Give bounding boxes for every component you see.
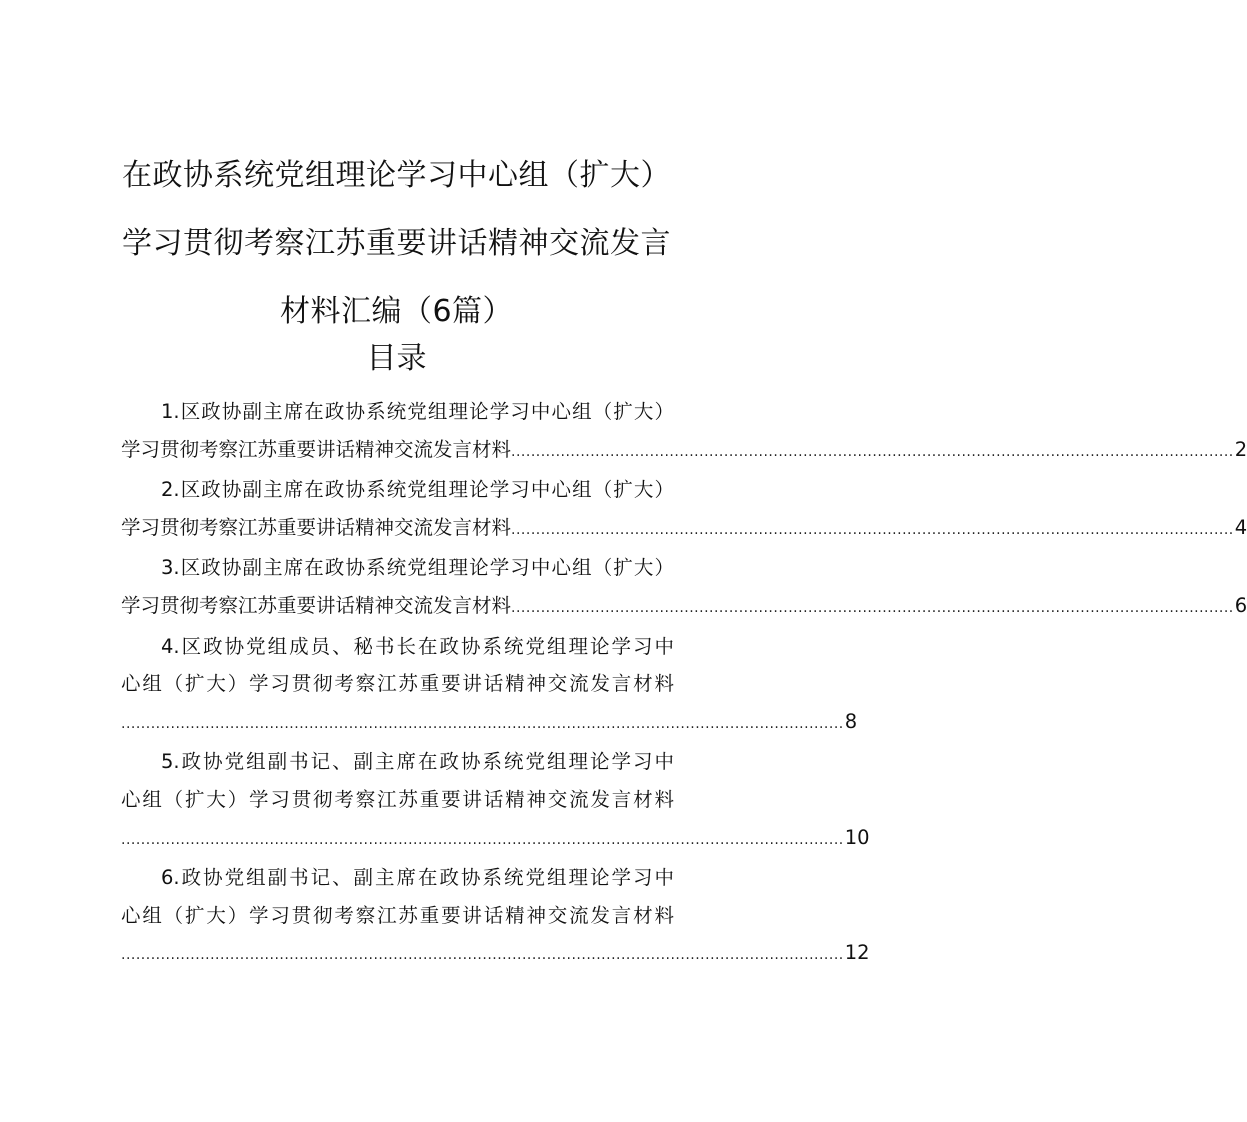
toc-entry-leader-line — [121, 431, 1247, 472]
toc-entry-title-line: 心组（扩大）学习贯彻考察江苏重要讲话精神交流发言材料 — [121, 672, 674, 696]
toc-entry[interactable] — [121, 628, 858, 744]
toc-entry-title-line: 6.政协党组副书记、副主席在政协系统党组理论学习中 — [161, 866, 674, 890]
toc-entry[interactable] — [121, 743, 870, 859]
toc-dot-leader: .................................................................................................................................................. — [121, 947, 844, 964]
toc-dot-leader: .................................................................................................................................................. — [511, 521, 1234, 538]
toc-entry-title-line: 1.区政协副主席在政协系统党组理论学习中心组（扩大） — [161, 400, 674, 423]
toc-entry-title-line: 心组（扩大）学习贯彻考察江苏重要讲话精神交流发言材料 — [121, 903, 674, 927]
toc-entry-leader-line — [121, 587, 1247, 628]
toc-dot-leader: .................................................................................................................................................. — [121, 831, 844, 848]
toc-entry-title-line: 学习贯彻考察江苏重要讲话精神交流发言材料 — [121, 515, 512, 539]
toc-entry[interactable] — [121, 471, 1247, 549]
toc-entry[interactable] — [121, 549, 1247, 627]
toc-page-number: 6 — [1234, 593, 1247, 617]
document-title: 在政协系统党组理论学习中心组（扩大）学习贯彻考察江苏重要讲话精神交流发言材料汇编（6篇） — [122, 158, 671, 329]
toc-entry-title-line: 3.区政协副主席在政协系统党组理论学习中心组（扩大） — [161, 556, 674, 580]
toc-dot-leader: .................................................................................................................................................. — [121, 715, 844, 732]
toc-page-number: 2 — [1234, 437, 1247, 461]
toc-entry-leader-line — [121, 819, 870, 860]
toc-page-number: 8 — [844, 709, 858, 733]
toc-entry[interactable] — [121, 393, 1247, 471]
toc-dot-leader: .................................................................................................................................................. — [511, 599, 1234, 616]
toc-page-number: 4 — [1234, 515, 1247, 539]
toc-entry-title-line: 学习贯彻考察江苏重要讲话精神交流发言材料 — [121, 593, 512, 617]
toc-entry-leader-line — [121, 934, 870, 975]
toc-entry-title-line: 学习贯彻考察江苏重要讲话精神交流发言材料 — [121, 437, 512, 461]
toc-entry-title-line: 2.区政协副主席在政协系统党组理论学习中心组（扩大） — [161, 478, 674, 502]
toc-heading: 目录 — [366, 341, 427, 376]
toc-entry-leader-line — [121, 509, 1247, 550]
toc-page-number: 12 — [844, 941, 870, 965]
toc-entry-title-line: 4.区政协党组成员、秘书长在政协系统党组理论学习中 — [161, 634, 674, 658]
table-of-contents — [121, 393, 1247, 975]
toc-entry[interactable] — [121, 859, 870, 975]
toc-entry-title-line: 5.政协党组副书记、副主席在政协系统党组理论学习中 — [161, 750, 674, 774]
toc-page-number: 10 — [844, 825, 870, 849]
toc-entry-leader-line — [121, 703, 858, 744]
toc-dot-leader: .................................................................................................................................................. — [511, 443, 1234, 460]
toc-entry-title-line: 心组（扩大）学习贯彻考察江苏重要讲话精神交流发言材料 — [121, 787, 674, 811]
